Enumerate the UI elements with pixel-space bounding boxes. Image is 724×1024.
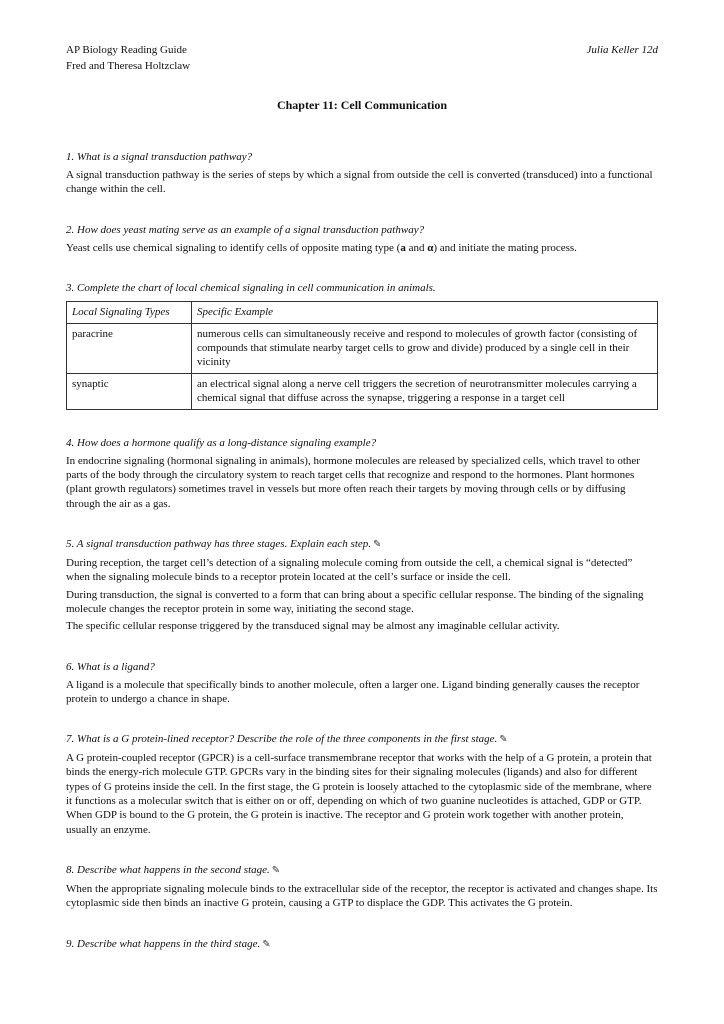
answer-text [66,241,658,255]
question-text: 1. What is a signal transduction pathway? [66,151,253,163]
document-page [66,42,658,978]
authors: Fred and Theresa Holtzclaw [66,60,191,72]
question-text: 5. A signal transduction pathway has three stages. Explain each step. [66,538,372,551]
question-8 [66,863,658,911]
question-5 [66,537,658,633]
question-text: 9. Describe what happens in the third stage. [66,937,261,950]
mating-type-a: a [400,241,406,254]
answer-text: A signal transduction pathway is the series of steps by which a signal from outside the cell is converted (transduced) into a functional change within the cell. [66,169,653,196]
question-line [66,537,658,552]
question-line [66,732,658,747]
column-header: Local Signaling Types [67,301,192,323]
pencil-icon: ✎ [373,539,382,551]
question-3 [66,281,658,410]
question-9 [66,937,658,952]
table-cell: synaptic [67,373,192,409]
answer-response: The specific cellular response triggered by the transduced signal may be almost any imaginable cellular activity. [66,620,560,633]
answer-text: In endocrine signaling (hormonal signaling in animals), hormone molecules are released by specialized cells, which travel to other parts of the body through the circulatory system to reach target cells that recognize and respond to the hormones. Plant hormones (plant growth regulators) sometimes travel in vessels but more often reach their targets by moving through cells or by diffusing through the air as a gas. [66,454,640,510]
answer-transduction: During transduction, the signal is converted to a form that can bring about a specific cellular response. The binding of the signaling molecule changes the receptor protein in some way, initiating the second stage. [66,588,644,615]
question-text: 3. Complete the chart of local chemical signaling in cell communication in animals. [66,281,436,294]
signaling-chart [66,301,658,410]
answer-part: ) and initiate the mating process. [433,241,577,254]
question-text: 4. How does a hormone qualify as a long-distance signaling example? [66,436,377,449]
question-7 [66,732,658,837]
answer-reception: During reception, the target cell’s detection of a signaling molecule coming from outside the cell, a chemical signal is “detected” when the signaling molecule binds to a receptor protein located at the cell’s surface or inside the cell. [66,557,633,584]
table-cell: an electrical signal along a nerve cell triggers the secretion of neurotransmitter molecules carrying a chemical signal that diffuse across the synapse, triggering a response in a target cell [192,373,658,409]
answer-text: When the appropriate signaling molecule binds to the extracellular side of the receptor, the receptor is activated and changes shape. Its cytoplasmic side then binds an inactive G protein, causing a GTP to displace the GDP. This activates the G protein. [66,882,658,910]
answer-part: Yeast cells use chemical signaling to identify cells of opposite mating type ( [66,241,401,254]
question-1 [66,150,658,197]
table-row [67,323,658,373]
question-4 [66,436,658,511]
course-title: AP Biology Reading Guide [66,44,187,56]
student-name: Julia Keller 12d [586,44,658,56]
table-header-row [67,301,658,323]
question-6 [66,660,658,707]
question-line [66,937,658,952]
table-row [67,373,658,409]
pencil-icon: ✎ [262,938,271,950]
page-header [66,42,658,74]
question-text: 8. Describe what happens in the second stage. [66,863,270,876]
column-header: Specific Example [192,301,658,323]
pencil-icon: ✎ [499,734,508,746]
answer-text: A G protein-coupled receptor (GPCR) is a cell-surface transmembrane receptor that works with the help of a G protein, a protein that binds the energy-rich molecule GTP. GPCRs vary in the binding sites for their signaling molecules (ligands) and also for different types of G proteins inside the cell. In the first stage, the G protein is loosely attached to the cytoplasmic side of the membrane, where it functions as a molecular switch that is either on or off, depending on which of two guanine nucleotides is attached, GDP or GTP. When GDP is bound to the G protein, the G protein is inactive. The receptor and G protein work together with another protein, usually an enzyme. [66,752,652,836]
answer-part: and [405,241,428,254]
table-cell: paracrine [67,323,192,373]
table-cell: numerous cells can simultaneously receive and respond to molecules of growth factor (consisting of compounds that stimulate nearby target cells to grow and divide) produced by a single cell in their vicinity [192,323,658,373]
mating-type-alpha: α [427,241,434,254]
answer-text: A ligand is a molecule that specifically binds to another molecule, often a larger one. Ligand binding generally causes the receptor protein to undergo a chance in shape. [66,678,640,705]
question-text: 2. How does yeast mating serve as an example of a signal transduction pathway? [66,223,425,236]
question-line [66,863,658,878]
chapter-title: Chapter 11: Cell Communication [276,98,448,112]
question-2 [66,223,658,255]
pencil-icon: ✎ [271,864,281,876]
question-text: 7. What is a G protein-lined receptor? Describe the role of the three components in the first stage. [66,733,498,746]
question-text: 6. What is a ligand? [66,660,155,673]
